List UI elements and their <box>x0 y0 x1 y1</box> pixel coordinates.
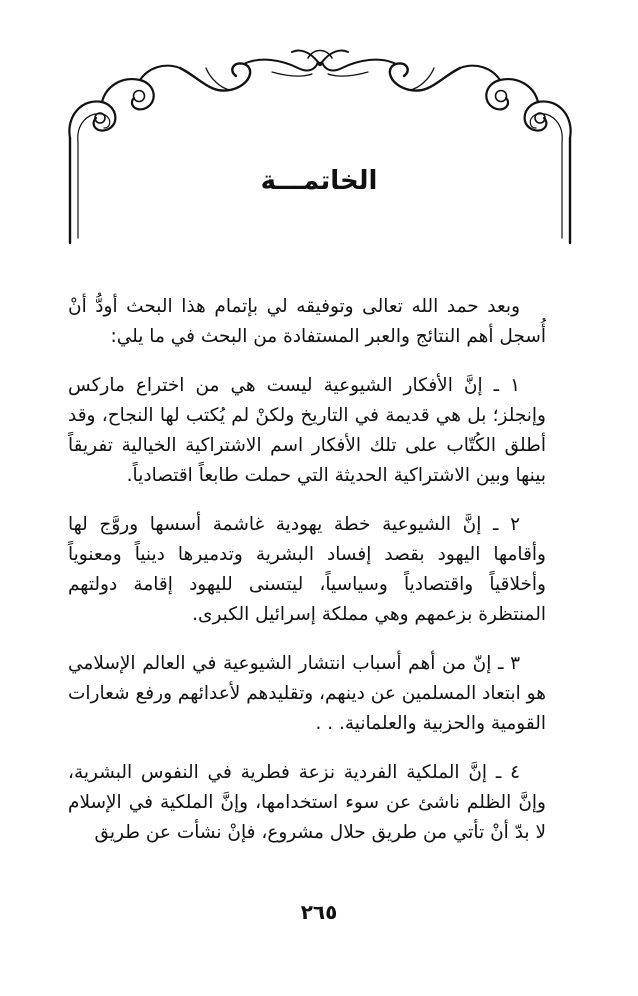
decorative-frame-ornament <box>60 38 580 250</box>
page-number: ٢٦٥ <box>300 900 338 924</box>
conclusion-item-3: ٣ ـ إنّ من أهم أسباب انتشار الشيوعية في العالم الإسلامي هو ابتعاد المسلمين عن دينهم، وتقليدهم لأعدائهم ورفع شعارات القومية والحزبية والعلمانية. . . <box>68 653 546 734</box>
conclusion-item-1: ١ ـ إنَّ الأفكار الشيوعية ليست هي من اختراع ماركس وإنجلز؛ بل هي قديمة في التاريخ ولكنْ لم يُكتب لها النجاح، وقد أطلق الكُتّاب على تلك الأفكار اسم الاشتراكية الخيالية تفريقاً بينها وبين الاشتراكية الحديثة التي حملت طابعاً اقتصادياً. <box>68 375 546 486</box>
chapter-title: الخاتمـــة <box>260 166 378 196</box>
conclusion-item-4: ٤ ـ إنَّ الملكية الفردية نزعة فطرية في النفوس البشرية، وإنَّ الظلم ناشئ عن سوء استخدامها، وإنَّ الملكية في الإسلام لا بدّ أنْ تأتي من طريق حلال مشروع، فإنْ نشأت عن طريق <box>68 762 546 843</box>
body-text <box>68 292 546 867</box>
conclusion-item-2: ٢ ـ إنَّ الشيوعية خطة يهودية غاشمة أسسها وروَّج لها وأقامها اليهود بقصد إفساد البشرية وتدميرها دينياً ومعنوياً وأخلاقياً واقتصادياً وسياسياً، ليتسنى لليهود إقامة دولتهم المنتظرة بزعمهم وهي مملكة إسرائيل الكبرى. <box>68 514 546 625</box>
intro-paragraph: وبعد حمد الله تعالى وتوفيقه لي بإتمام هذا البحث أودُّ أنْ أُسجل أهم النتائج والعبر المستفادة من البحث في ما يلي: <box>68 296 546 347</box>
